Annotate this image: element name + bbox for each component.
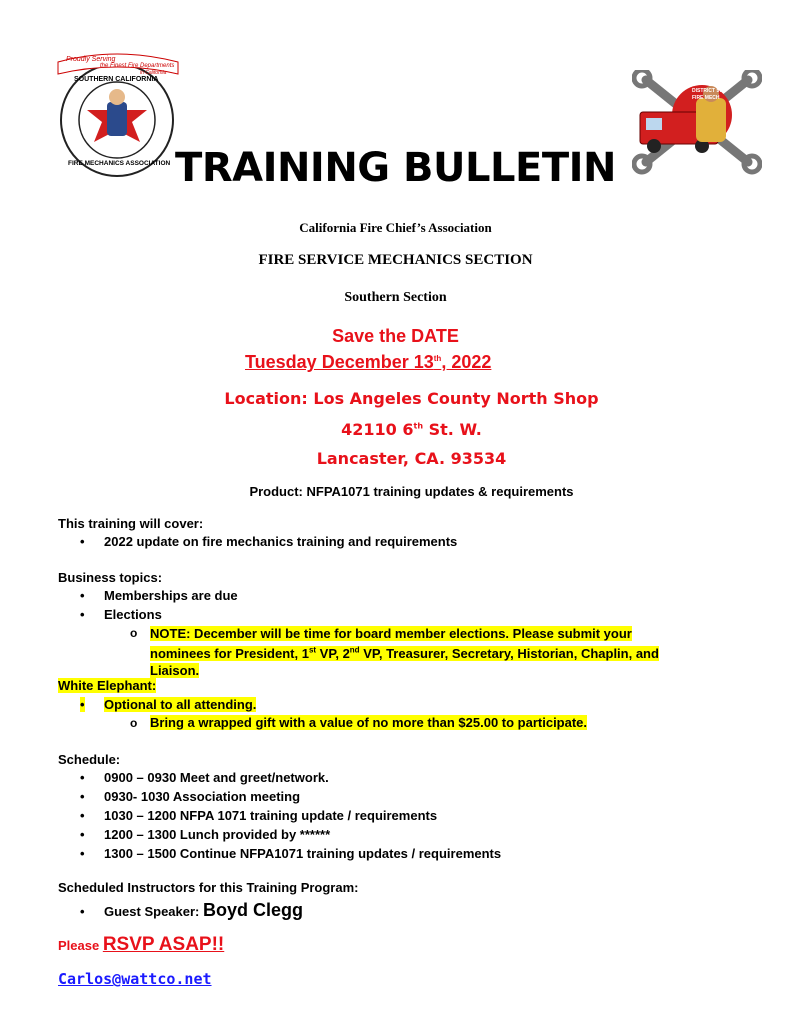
white-elephant-sub: [150, 715, 587, 730]
elections-note: [150, 625, 790, 679]
list-item: [80, 697, 257, 712]
white-elephant-label: White Elephant:: [58, 678, 157, 693]
logo-ribbon-text: Proudly Serving: [66, 56, 116, 63]
event-location: Location: Los Angeles County North Shop: [224, 389, 599, 408]
business-item: Elections: [104, 607, 162, 622]
gift-rule: Bring a wrapped gift with a value of no more than $25.00 to participate.: [150, 715, 588, 730]
date-suffix: th: [433, 354, 442, 363]
table-row: [80, 808, 438, 823]
bullet: •: [80, 770, 85, 785]
bullet: •: [80, 789, 85, 804]
bullet: •: [80, 588, 85, 603]
subsection-name: Southern Section: [344, 290, 447, 305]
business-item: Memberships are due: [104, 588, 238, 603]
logo-badge-text-2: FIRE MECH: [692, 95, 720, 101]
email-link-text[interactable]: Carlos@wattco.net: [58, 970, 212, 988]
note-line-2a: nominees for President, 1: [150, 646, 309, 662]
bullet: •: [80, 697, 85, 712]
sup-nd: nd: [349, 646, 360, 655]
sup-st: st: [308, 646, 317, 655]
rsvp-please: Please: [58, 938, 103, 953]
white-elephant-item: Optional to all attending.: [104, 697, 257, 712]
list-item: [80, 900, 304, 921]
logo-arc-top-text: SOUTHERN CALIFORNIA: [74, 76, 159, 83]
schedule-item: 0930- 1030 Association meeting: [104, 789, 301, 804]
address-suffix: th: [413, 421, 424, 431]
speaker-name: Boyd Clegg: [203, 900, 304, 920]
product-line: Product: NFPA1071 training updates & requirements: [249, 484, 574, 499]
table-row: [80, 827, 331, 842]
event-city: Lancaster, CA. 93534: [316, 449, 507, 468]
sub-bullet: o: [130, 626, 138, 640]
list-item: [80, 607, 162, 622]
table-row: [80, 789, 301, 804]
bullet: •: [80, 827, 85, 842]
schedule-heading: Schedule:: [58, 752, 121, 767]
address-street: St. W.: [423, 420, 482, 439]
schedule-item: 1300 – 1500 Continue NFPA1071 training updates / requirements: [104, 846, 502, 861]
page-title: TRAINING BULLETIN: [175, 145, 616, 191]
note-line-3: Liaison.: [150, 663, 200, 679]
note-line-1: NOTE: December will be time for board member elections. Please submit your: [150, 626, 632, 641]
instructors-heading: Scheduled Instructors for this Training Program:: [58, 880, 359, 895]
bullet: •: [80, 607, 85, 622]
rsvp-text: RSVP ASAP!!: [102, 934, 225, 955]
date-year: , 2022: [441, 352, 492, 372]
list-item: [80, 588, 238, 603]
business-heading: Business topics:: [58, 570, 163, 585]
event-address: [0, 420, 791, 439]
table-row: [80, 846, 502, 861]
rsvp-email-link[interactable]: [58, 970, 212, 989]
org-name: California Fire Chief’s Association: [299, 220, 492, 235]
bullet: •: [80, 808, 85, 823]
logo-badge-text: DISTRICT 57: [692, 88, 723, 94]
save-the-date: Save the DATE: [332, 326, 459, 346]
speaker-label: Guest Speaker:: [104, 904, 203, 919]
schedule-item: 0900 – 0930 Meet and greet/network.: [104, 770, 329, 785]
event-date: [245, 352, 491, 373]
note-line-2b: VP, 2: [316, 646, 350, 662]
note-line-2c: VP, Treasurer, Secretary, Historian, Chaplin, and: [359, 646, 659, 662]
bullet: •: [80, 534, 85, 549]
table-row: [80, 770, 329, 785]
rsvp-line: [58, 934, 224, 956]
logo-arc-bottom-text: FIRE MECHANICS ASSOCIATION: [68, 160, 171, 167]
white-elephant-heading: [58, 678, 156, 693]
schedule-item: 1200 – 1300 Lunch provided by ******: [104, 827, 331, 842]
schedule-item: 1030 – 1200 NFPA 1071 training update / requirements: [104, 808, 438, 823]
list-item: [80, 534, 458, 549]
cover-heading: This training will cover:: [58, 516, 204, 531]
cover-item: 2022 update on fire mechanics training and requirements: [104, 534, 458, 549]
address-number: 42110 6: [341, 420, 414, 439]
logo-ribbon-text-2: the Finest Fire Departments: [100, 63, 175, 69]
bullet: •: [80, 904, 85, 919]
section-name: FIRE SERVICE MECHANICS SECTION: [258, 252, 533, 268]
date-text: Tuesday December 13: [245, 352, 434, 372]
logo-ribbon-text-3: in California: [140, 70, 167, 76]
sub-bullet: o: [130, 716, 138, 730]
bullet: •: [80, 846, 85, 861]
